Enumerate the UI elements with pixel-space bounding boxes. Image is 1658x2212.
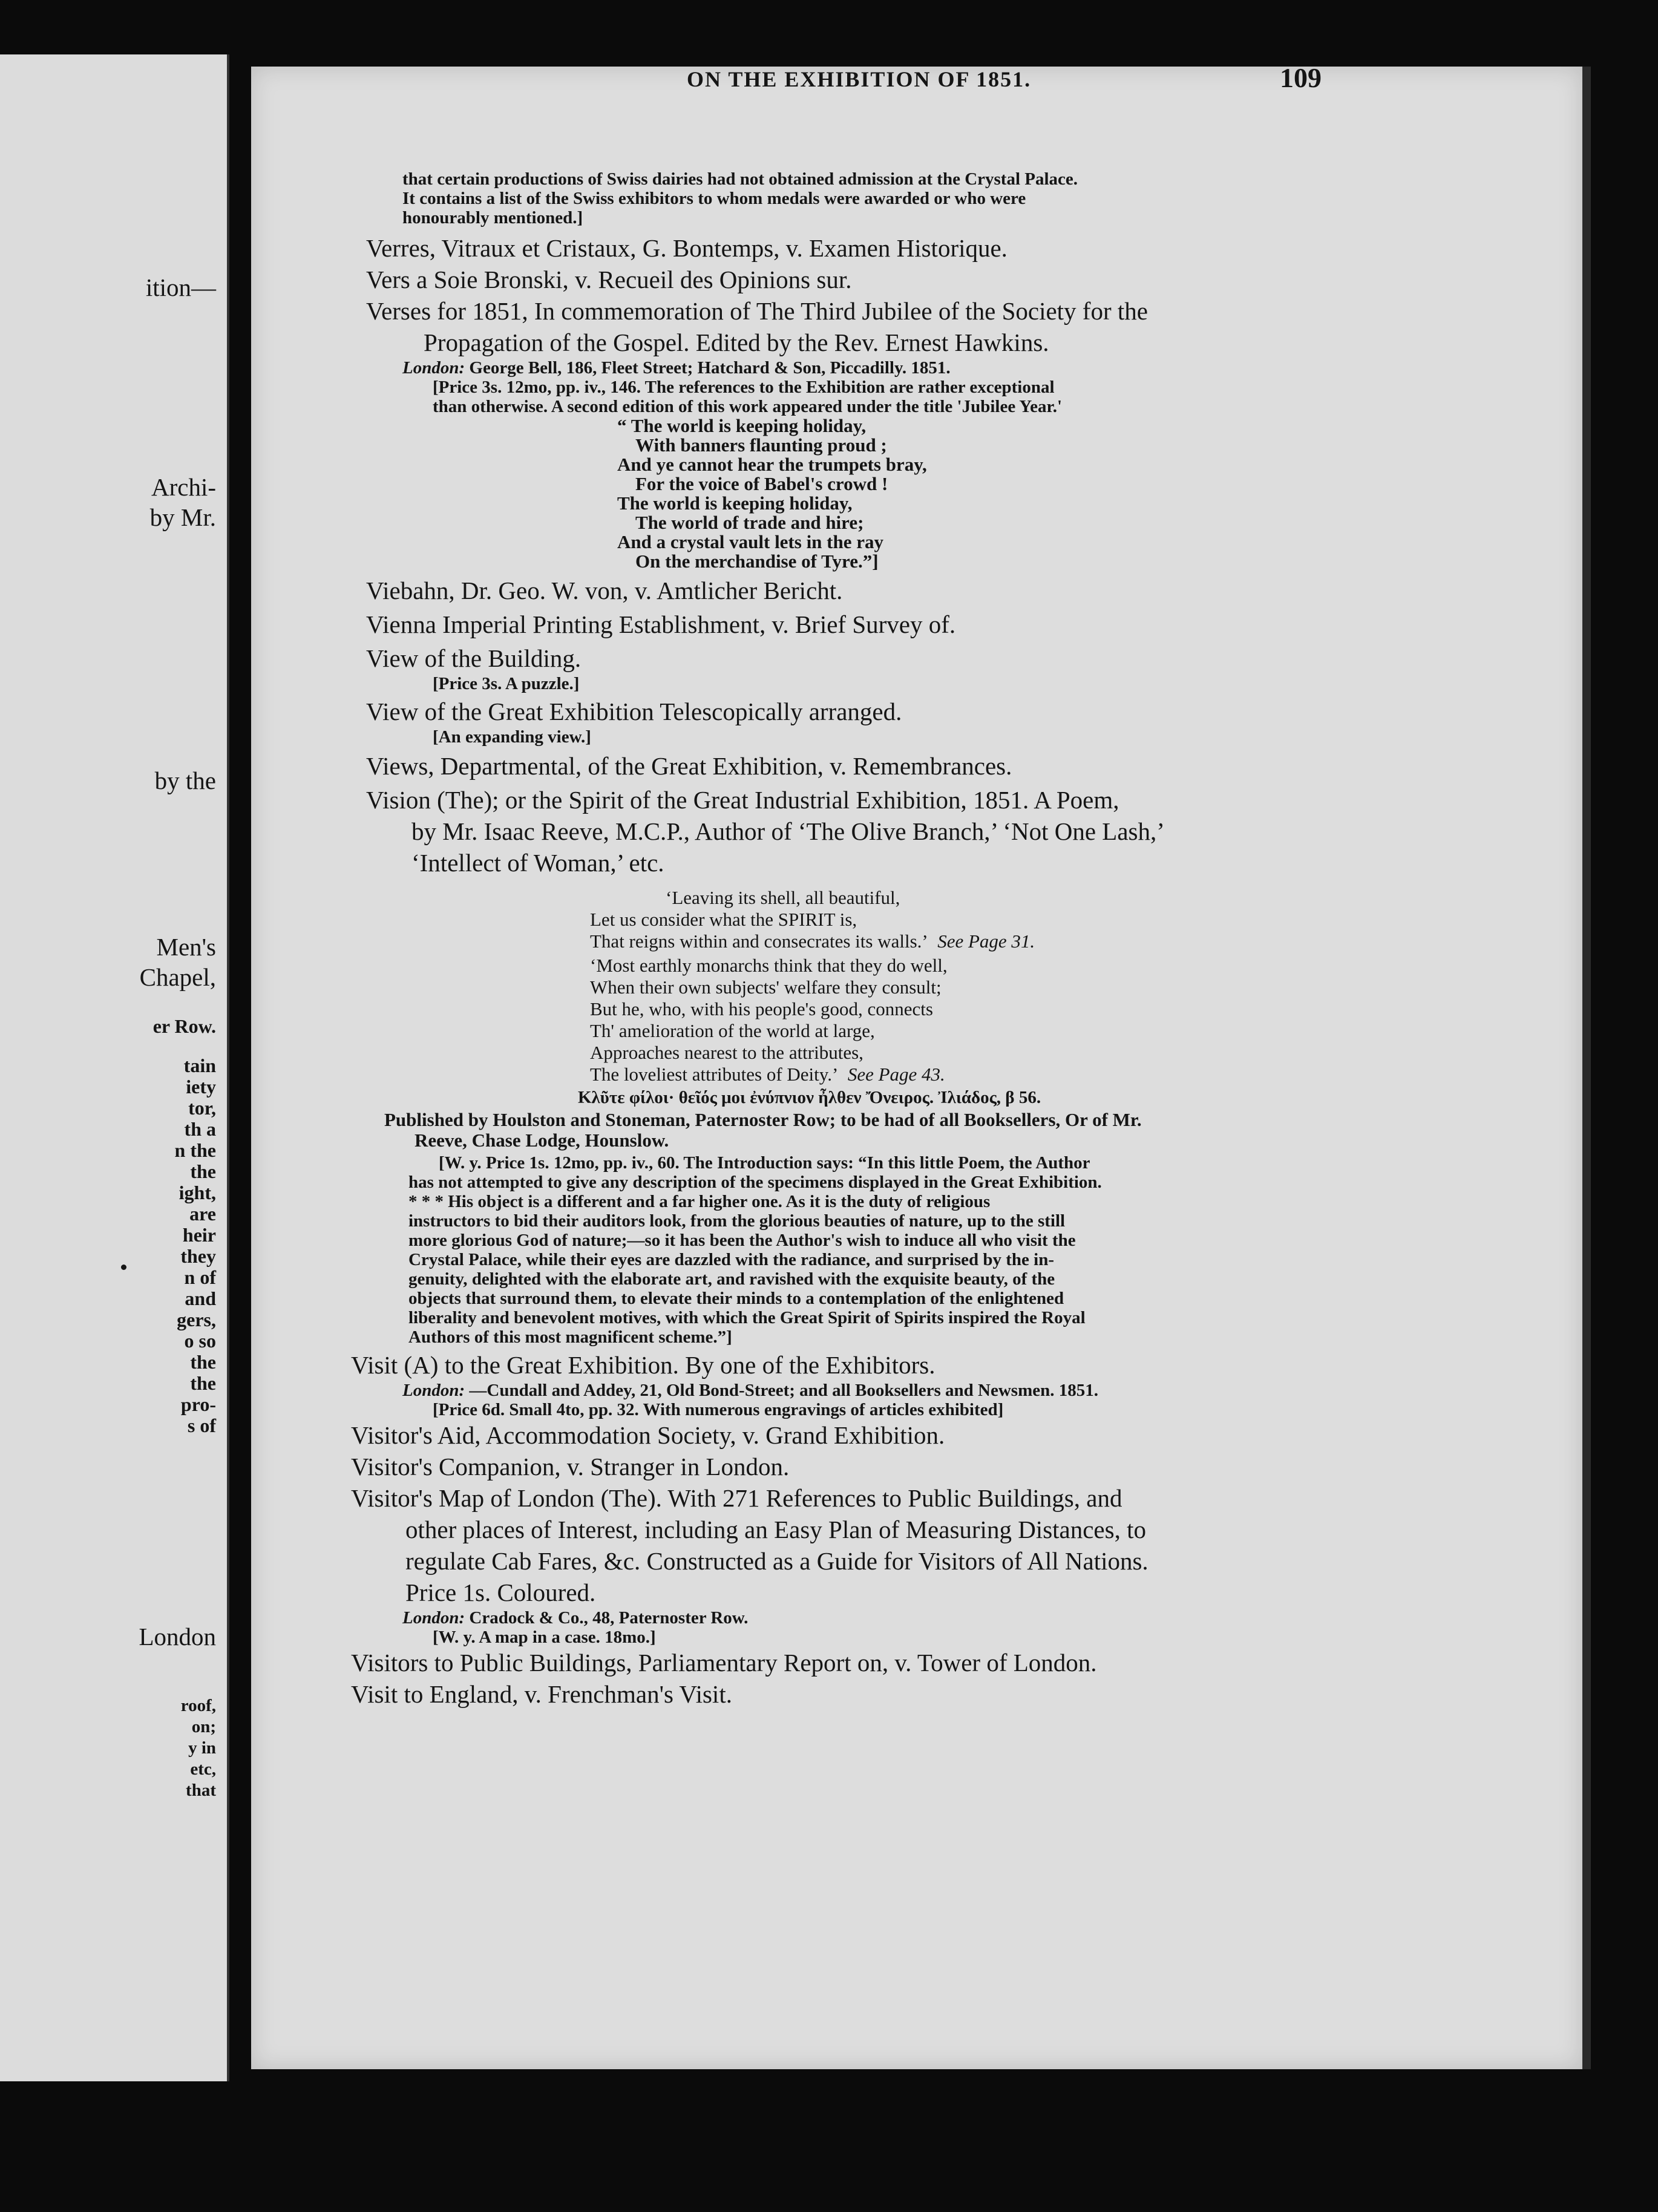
entry-visit-england: Visit to England, v. Frenchman's Visit. bbox=[351, 1680, 732, 1708]
vision-publisher bbox=[366, 1110, 1431, 1151]
entry-verses bbox=[366, 295, 1431, 358]
entry-vienna: Vienna Imperial Printing Establishment, v. Brief Survey of. bbox=[366, 610, 956, 638]
poem-line: And a crystal vault lets in the ray bbox=[617, 531, 884, 552]
imprint-text: George Bell, 186, Fleet Street; Hatchard & Son, Piccadilly. 1851. bbox=[469, 358, 951, 378]
page-number: 109 bbox=[1280, 62, 1322, 93]
left-page-fragment: on; bbox=[191, 1717, 216, 1736]
poem-line: On the merchandise of Tyre.”] bbox=[635, 551, 879, 572]
vision-verse-b bbox=[366, 955, 1431, 1085]
entry-line: by Mr. Isaac Reeve, M.C.P., Author of ‘The Olive Branch,’ ‘Not One Lash,’ bbox=[411, 817, 1165, 845]
poem-line: And ye cannot hear the trumpets bray, bbox=[617, 454, 927, 475]
verse-line: Th' amelioration of the world at large, bbox=[590, 1020, 875, 1041]
entry-line: ‘Intellect of Woman,’ etc. bbox=[411, 849, 664, 877]
note-line: [W. y. Price 1s. 12mo, pp. iv., 60. The Introduction says: “In this little Poem, the Author bbox=[439, 1153, 1090, 1173]
page-body bbox=[351, 169, 1431, 1710]
left-facing-page bbox=[0, 54, 229, 2081]
left-page-fragment: Archi- bbox=[151, 473, 216, 501]
left-page-fragment: ition— bbox=[145, 273, 216, 301]
left-page-fragment: by Mr. bbox=[149, 503, 216, 531]
poem-line: With banners flaunting proud ; bbox=[635, 434, 887, 456]
left-page-fragment: the bbox=[190, 1160, 216, 1182]
note-line: genuity, delighted with the elaborate art, and ravished with the exquisite beauty, of the bbox=[408, 1269, 1055, 1289]
left-page-fragment: pro- bbox=[180, 1393, 216, 1415]
verse-line: When their own subjects' welfare they consult; bbox=[590, 977, 942, 998]
visitors-map-note: [W. y. A map in a case. 18mo.] bbox=[433, 1628, 656, 1647]
swiss-note bbox=[366, 169, 1431, 227]
verses-poem bbox=[366, 416, 1431, 571]
verses-imprint bbox=[366, 358, 1431, 378]
verse-line: ‘Most earthly monarchs think that they do well, bbox=[590, 955, 948, 976]
left-page-fragment: tain bbox=[183, 1055, 216, 1076]
ink-dot bbox=[121, 1265, 126, 1270]
left-page-fragment: London bbox=[139, 1623, 216, 1651]
visit-a-imprint bbox=[366, 1381, 1431, 1400]
entry-line: regulate Cab Fares, &c. Constructed as a Guide for Visitors of All Nations. bbox=[405, 1547, 1148, 1575]
verses-note bbox=[366, 378, 1431, 416]
left-page-fragment: the bbox=[190, 1351, 216, 1373]
left-page-fragment: n of bbox=[184, 1266, 216, 1288]
poem-line: For the voice of Babel's crowd ! bbox=[635, 473, 888, 494]
left-page-fragment: gers, bbox=[177, 1309, 216, 1330]
imprint-label: London: bbox=[402, 358, 465, 378]
note-line: [Price 3s. 12mo, pp. iv., 146. The references to the Exhibition are rather exceptional bbox=[433, 378, 1055, 397]
note-line: more glorious God of nature;—so it has been the Author's wish to induce all who visit the bbox=[408, 1231, 1076, 1250]
see-page-reference: See Page 31. bbox=[937, 931, 1035, 952]
note-line: honourably mentioned.] bbox=[402, 208, 583, 227]
note-line: It contains a list of the Swiss exhibitors to whom medals were awarded or who were bbox=[402, 189, 1026, 208]
imprint-text: —Cundall and Addey, 21, Old Bond-Street; and all Booksellers and Newsmen. 1851. bbox=[469, 1381, 1099, 1400]
entry-visit-a: Visit (A) to the Great Exhibition. By one of the Exhibitors. bbox=[351, 1351, 935, 1379]
left-page-fragment: er Row. bbox=[152, 1015, 216, 1037]
left-page-fragment: Chapel, bbox=[139, 963, 216, 991]
left-page-fragment: are bbox=[189, 1203, 216, 1225]
entry-viebahn: Viebahn, Dr. Geo. W. von, v. Amtlicher Bericht. bbox=[366, 577, 843, 604]
entry-visitors-companion: Visitor's Companion, v. Stranger in London. bbox=[351, 1453, 790, 1481]
visitors-map-imprint bbox=[366, 1608, 1431, 1628]
right-page bbox=[251, 62, 1591, 2069]
vision-note bbox=[366, 1153, 1431, 1347]
left-page-fragment: y in bbox=[188, 1738, 216, 1758]
left-page-fragment: o so bbox=[184, 1330, 216, 1352]
entry-line: Vision (The); or the Spirit of the Great Industrial Exhibition, 1851. A Poem, bbox=[366, 786, 1119, 814]
entry-line: Visitor's Map of London (The). With 271 References to Public Buildings, and bbox=[351, 1484, 1122, 1512]
note-line: than otherwise. A second edition of this work appeared under the title 'Jubilee Year.' bbox=[433, 397, 1063, 416]
entry-line: other places of Interest, including an Easy Plan of Measuring Distances, to bbox=[405, 1516, 1146, 1543]
note-line: that certain productions of Swiss dairies had not obtained admission at the Crystal Palace. bbox=[402, 169, 1078, 189]
left-page-fragment: the bbox=[190, 1372, 216, 1394]
entry-line: Price 1s. Coloured. bbox=[405, 1579, 596, 1606]
entry-verres: Verres, Vitraux et Cristaux, G. Bontemps, v. Examen Historique. bbox=[366, 234, 1008, 262]
entry-visitors-aid: Visitor's Aid, Accommodation Society, v. Grand Exhibition. bbox=[351, 1421, 945, 1449]
left-page-fragment: tor, bbox=[188, 1097, 216, 1119]
verse-line: The loveliest attributes of Deity.’ bbox=[590, 1064, 839, 1085]
entry-line: Verses for 1851, In commemoration of The Third Jubilee of the Society for the bbox=[366, 297, 1148, 325]
vision-verse-a bbox=[366, 887, 1431, 952]
left-page-fragment: s of bbox=[187, 1415, 216, 1436]
left-page-fragment: heir bbox=[182, 1224, 216, 1246]
verse-line: Let us consider what the SPIRIT is, bbox=[590, 909, 857, 930]
see-page-reference: See Page 43. bbox=[847, 1064, 945, 1085]
running-header: ON THE EXHIBITION OF 1851. bbox=[687, 67, 1032, 91]
verse-line: But he, who, with his people's good, connects bbox=[590, 998, 933, 1019]
poem-line: The world of trade and hire; bbox=[635, 512, 864, 533]
left-page-fragment: that bbox=[186, 1781, 216, 1800]
note-line: Authors of this most magnificent scheme.”] bbox=[408, 1327, 732, 1347]
note-line: instructors to bid their auditors look, from the glorious beauties of nature, up to the still bbox=[408, 1211, 1066, 1231]
left-page-fragment: ight, bbox=[179, 1182, 216, 1203]
left-page-fragment: roof, bbox=[180, 1696, 216, 1715]
entry-view-great: View of the Great Exhibition Telescopically arranged. bbox=[366, 698, 902, 725]
poem-line: The world is keeping holiday, bbox=[617, 492, 853, 514]
note-line: Crystal Palace, while their eyes are dazzled with the radiance, and surprised by the in- bbox=[408, 1250, 1055, 1269]
view-great-note: [An expanding view.] bbox=[433, 727, 591, 747]
entry-view-building: View of the Building. bbox=[366, 644, 582, 672]
visit-a-note: [Price 6d. Small 4to, pp. 32. With numerous engravings of articles exhibited] bbox=[433, 1400, 1004, 1419]
left-page-fragment: iety bbox=[186, 1076, 216, 1098]
imprint-label: London: bbox=[402, 1381, 465, 1400]
entry-line: Propagation of the Gospel. Edited by the Rev. Ernest Hawkins. bbox=[424, 329, 1049, 356]
publisher-line: Reeve, Chase Lodge, Hounslow. bbox=[414, 1130, 669, 1151]
entry-visitors-map bbox=[351, 1482, 1431, 1608]
publisher-line: Published by Houlston and Stoneman, Paternoster Row; to be had of all Booksellers, Or of Mr. bbox=[384, 1109, 1142, 1130]
left-page-fragment: etc, bbox=[190, 1759, 216, 1779]
note-line: has not attempted to give any description of the specimens displayed in the Great Exhibition. bbox=[408, 1173, 1102, 1192]
left-page-fragment: n the bbox=[174, 1139, 216, 1161]
entry-views-dept: Views, Departmental, of the Great Exhibition, v. Remembrances. bbox=[366, 752, 1012, 780]
left-page-fragment: th a bbox=[184, 1118, 216, 1140]
left-page-fragment: they bbox=[180, 1245, 216, 1267]
note-line: liberality and benevolent motives, with which the Great Spirit of Spirits inspired the Royal bbox=[408, 1308, 1086, 1327]
view-building-note: [Price 3s. A puzzle.] bbox=[433, 674, 580, 693]
greek-quotation: Κλῦτε φίλοι· θεῖός μοι ἐνύπνιον ἦλθεν Ὄνειρος. Ἰλιάδος, β 56. bbox=[578, 1088, 1041, 1107]
imprint-label: London: bbox=[402, 1608, 465, 1628]
verse-line: ‘Leaving its shell, all beautiful, bbox=[666, 887, 900, 908]
entry-visitors-public: Visitors to Public Buildings, Parliamentary Report on, v. Tower of London. bbox=[351, 1649, 1097, 1677]
left-page-fragment: by the bbox=[154, 767, 216, 794]
left-page-fragment: Men's bbox=[156, 933, 216, 961]
poem-line: “ The world is keeping holiday, bbox=[617, 415, 867, 436]
note-line: * * * His object is a different and a far higher one. As it is the duty of religious bbox=[408, 1192, 991, 1211]
note-line: objects that surround them, to elevate their minds to a contemplation of the enlightened bbox=[408, 1289, 1064, 1308]
imprint-text: Cradock & Co., 48, Paternoster Row. bbox=[469, 1608, 749, 1628]
left-page-fragment: and bbox=[185, 1288, 216, 1309]
verse-line: Approaches nearest to the attributes, bbox=[590, 1042, 863, 1063]
entry-vers-soie: Vers a Soie Bronski, v. Recueil des Opinions sur. bbox=[366, 266, 852, 293]
verse-line: That reigns within and consecrates its walls.’ bbox=[590, 931, 928, 952]
entry-vision bbox=[366, 784, 1431, 879]
